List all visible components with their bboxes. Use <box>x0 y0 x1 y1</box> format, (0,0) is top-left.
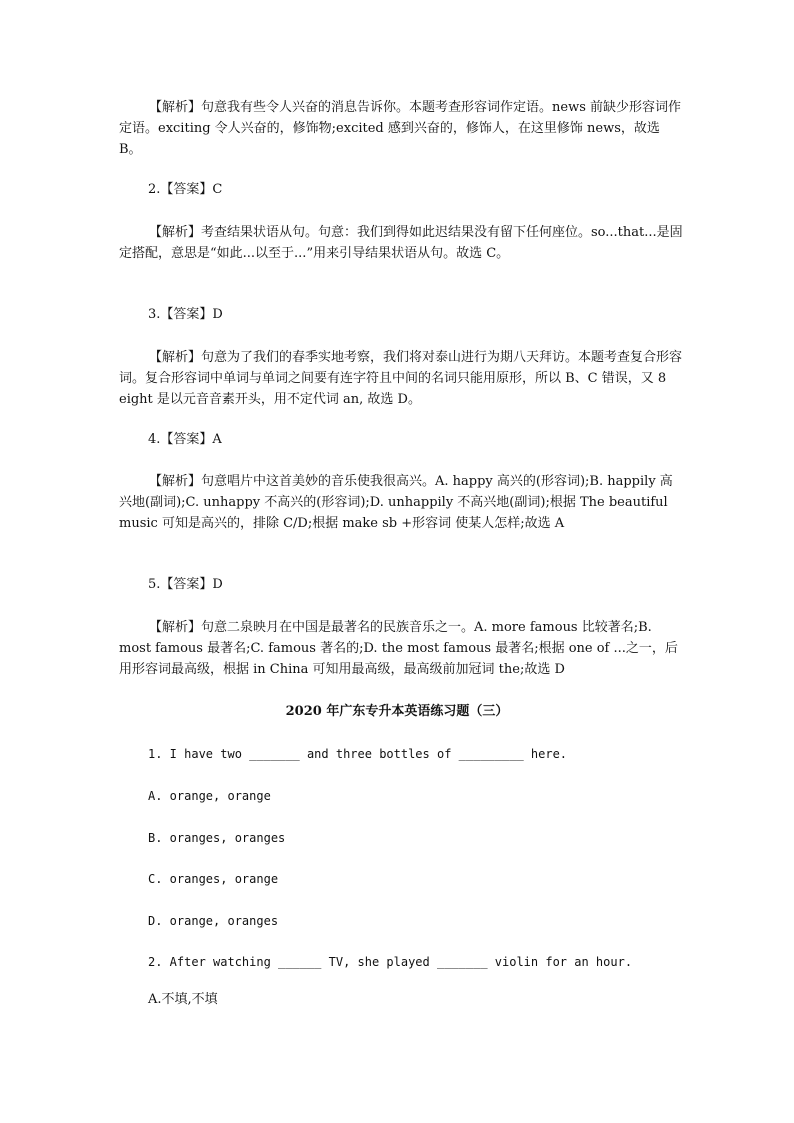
explanation-1: 【解析】句意我有些令人兴奋的消息告诉你。本题考查形容词作定语。news 前缺少形容词作定语。exciting 令人兴奋的，修饰物;excited 感到兴奋的，修饰人，在这里修饰 news，故选 B。 <box>119 100 681 157</box>
answer-2: 2.【答案】C <box>148 182 223 197</box>
explanation-4: 【解析】句意唱片中这首美妙的音乐使我很高兴。A. happy 高兴的(形容词);B. happily 高兴地(副词);C. unhappy 不高兴的(形容词);D. unhappily 不高兴地(副词);根据 The beautiful music 可知是高兴的，排除 C/D;根据 make sb +形容词 使某人怎样;故选 A <box>119 474 673 531</box>
question-1-option-d: D. orange, oranges <box>148 914 279 928</box>
explanation-3: 【解析】句意为了我们的春季实地考察，我们将对泰山进行为期八天拜访。本题考查复合形容词。复合形容词中单词与单词之间要有连字符且中间的名词只能用原形，所以 B、C 错误，又 8 eight 是以元音音素开头，用不定代词 an, 故选 D。 <box>119 350 683 407</box>
answer-3: 3.【答案】D <box>148 307 223 322</box>
question-1-option-c: C. oranges, orange <box>148 872 279 886</box>
question-2-option-a: A.不填,不填 <box>148 992 218 1007</box>
explanation-5: 【解析】句意二泉映月在中国是最著名的民族音乐之一。A. more famous 比较著名;B. most famous 最著名;C. famous 著名的;D. the most famous 最著名;根据 one of ...之一，后用形容词最高级，根据 in China 可知用最高级，最高级前加冠词 the;故选 D <box>119 620 678 677</box>
question-1-option-a: A. orange, orange <box>148 789 271 803</box>
question-2: 2. After watching ______ TV, she played _______ violin for an hour. <box>148 955 633 969</box>
question-1-option-b: B. oranges, oranges <box>148 831 286 845</box>
explanation-2: 【解析】考查结果状语从句。句意：我们到得如此迟结果没有留下任何座位。so...that...是固定搭配，意思是“如此...以至于...”用来引导结果状语从句。故选 C。 <box>119 225 683 261</box>
section-title: 2020 年广东专升本英语练习题（三） <box>285 704 509 719</box>
answer-4: 4.【答案】A <box>148 432 222 447</box>
answer-5: 5.【答案】D <box>148 577 223 592</box>
question-1: 1. I have two _______ and three bottles of _________ here. <box>148 747 568 761</box>
